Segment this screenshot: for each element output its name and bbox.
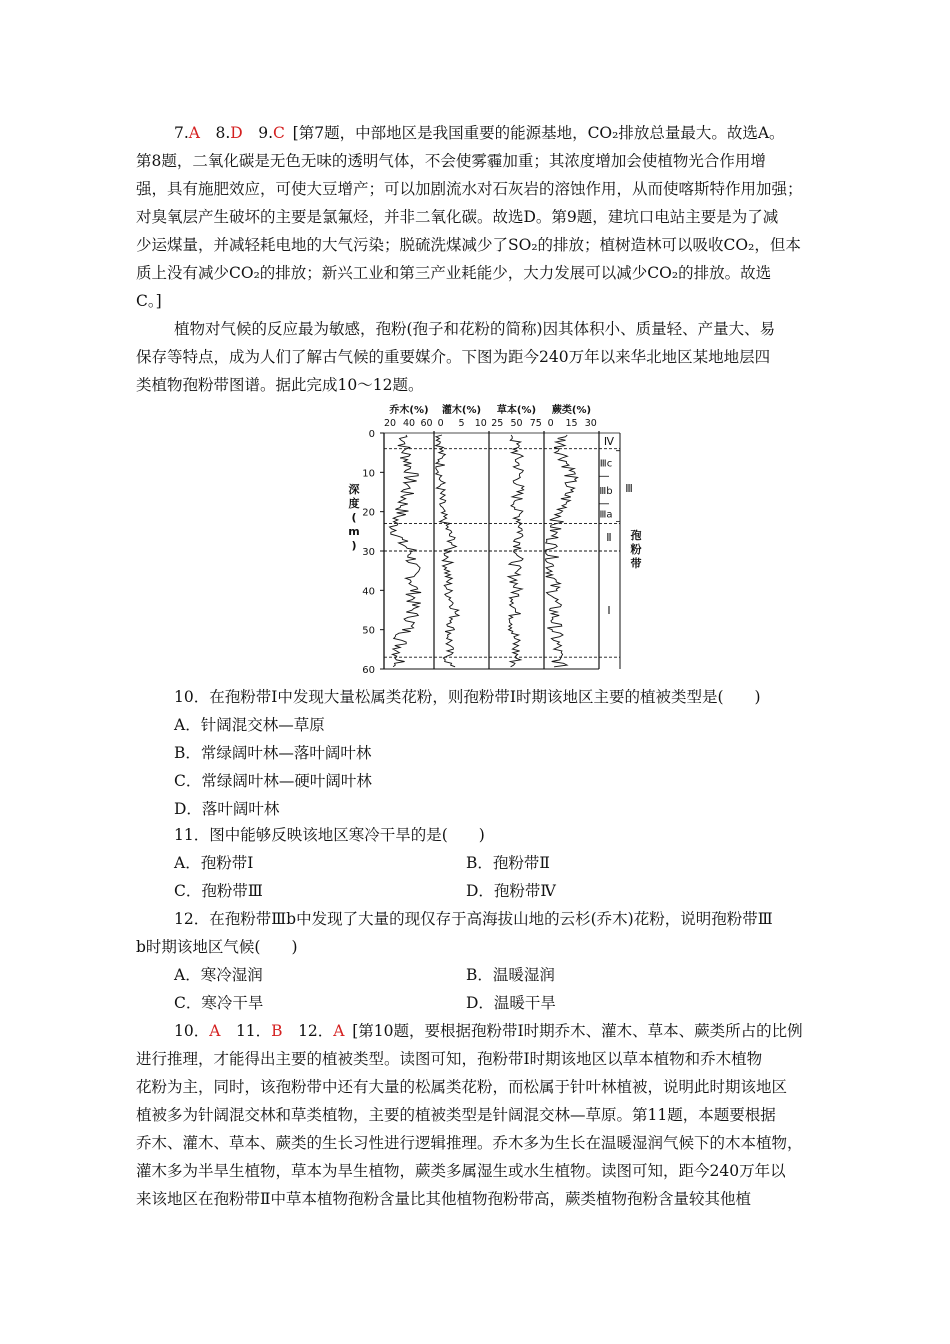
y-tick-label: 50 <box>362 625 375 637</box>
explanation-line: 第8题，二氧化碳是无色无味的透明气体，不会使雾霾加重；其浓度增加会使植物光合作用增 <box>136 152 766 170</box>
intro-line: 保存等特点，成为人们了解古气候的重要媒介。下图为距今240万年以来华北地区某地地层四 <box>136 348 771 366</box>
zone-label: Ⅲb <box>599 486 613 498</box>
panel-tick-label: 10 <box>474 418 487 429</box>
panel-tick-label: 0 <box>547 418 554 429</box>
zone-label: Ⅰ <box>607 604 611 617</box>
explanation-text: [第7题，中部地区是我国重要的能源基地，CO₂排放总量最大。故选A。 <box>292 124 785 142</box>
panel-tick-label: 30 <box>584 418 597 429</box>
q12-stem-cont: b时期该地区气候( ) <box>136 938 298 956</box>
q12-stem: 12．在孢粉带Ⅲb中发现了大量的现仅存于高海拔山地的云杉(乔木)花粉，说明孢粉带Ⅲ <box>174 910 773 928</box>
q10-option-b: B．常绿阔叶林—落叶阔叶林 <box>174 744 372 762</box>
zone-label: Ⅲ <box>625 482 633 496</box>
q7-number: 7. <box>174 124 189 142</box>
explanation-line: 质上没有减少CO₂的排放；新兴工业和第三产业耗能少，大力发展可以减少CO₂的排放。故选 <box>136 264 772 282</box>
q11-option-c: C．孢粉带Ⅲ <box>174 882 263 900</box>
zone-label: Ⅳ <box>603 434 615 448</box>
panel-tick-label: 0 <box>437 418 444 429</box>
intro-line: 植物对气候的反应最为敏感，孢粉(孢子和花粉的简称)因其体积小、质量轻、产量大、易 <box>174 320 776 338</box>
q12-option-d: D．温暖干旱 <box>466 994 556 1012</box>
intro-line: 类植物孢粉带图谱。据此完成10～12题。 <box>136 376 424 394</box>
q10-stem: 10．在孢粉带Ⅰ中发现大量松属类花粉，则孢粉带Ⅰ时期该地区主要的植被类型是( ) <box>174 688 761 706</box>
panel-tick-label: 20 <box>383 418 397 429</box>
zone-axis-label-char: 粉 <box>630 543 642 556</box>
explanation-line: 来该地区在孢粉带Ⅱ中草本植物孢粉含量比其他植物孢粉带高，蕨类植物孢粉含量较其他植 <box>136 1190 752 1208</box>
q8-answer: D <box>230 124 243 142</box>
explanation-text: [第10题，要根据孢粉带Ⅰ时期乔木、灌木、草本、蕨类所占的比例 <box>352 1022 803 1040</box>
spore-pollen-chart <box>344 401 644 676</box>
q11-option-a: A．孢粉带Ⅰ <box>174 854 254 872</box>
panel-title: 乔木(%) <box>389 405 429 416</box>
explanation-line: 少运煤量，并减轻耗电地的大气污染；脱硫洗煤减少了SO₂的排放；植树造林可以吸收CO₂，但本 <box>136 236 801 254</box>
zone-axis-label-char: 带 <box>630 557 642 570</box>
q9-answer: C <box>273 124 285 142</box>
q10-number: 10． <box>174 1022 210 1040</box>
y-tick-label: 60 <box>362 665 375 676</box>
y-axis-label-char: ( <box>351 511 357 524</box>
explanation-line: 进行推理，才能得出主要的植被类型。读图可知，孢粉带Ⅰ时期该地区以草本植物和乔木植物 <box>136 1050 763 1068</box>
panel-tick-label: 40 <box>402 418 416 429</box>
q10-answer: A <box>209 1022 221 1040</box>
q10-option-c: C．常绿阔叶林—硬叶阔叶林 <box>174 772 372 790</box>
panel-title: 蕨类(%) <box>551 405 592 416</box>
q10-option-a: A．针阔混交林—草原 <box>174 716 325 734</box>
explanation-line: 灌木多为半旱生植物，草本为旱生植物，蕨类多属湿生或水生植物。读图可知，距今240万年以 <box>136 1162 786 1180</box>
answer-line-2 <box>174 1020 803 1042</box>
y-tick-label: 10 <box>362 468 375 480</box>
q12-option-c: C．寒冷干旱 <box>174 994 264 1012</box>
y-axis-label-char: ) <box>351 539 357 552</box>
explanation-line: 对臭氧层产生破坏的主要是氯氟烃，并非二氧化碳。故选D。第9题，建坑口电站主要是为了减 <box>136 208 779 226</box>
zone-label: Ⅲa <box>599 509 613 521</box>
panel-tick-label: 15 <box>565 418 578 429</box>
q12-option-a: A．寒冷湿润 <box>174 966 263 984</box>
panel-tick-label: 25 <box>491 418 504 429</box>
panel-tick-label: 75 <box>529 418 542 429</box>
explanation-line: 植被多为针阔混交林和草类植物，主要的植被类型是针阔混交林—草原。第11题，本题要根据 <box>136 1106 776 1124</box>
panel-title: 草本(%) <box>496 405 537 416</box>
zone-label: Ⅲc <box>599 458 613 470</box>
q9-number: 9. <box>258 124 274 142</box>
y-axis-label-char: 度 <box>348 497 360 510</box>
y-tick-label: 40 <box>362 586 375 598</box>
q7-answer: A <box>188 124 200 142</box>
explanation-line: 花粉为主，同时，该孢粉带中还有大量的松属类花粉，而松属于针叶林植被，说明此时期该地区 <box>136 1078 788 1096</box>
q12-answer: A <box>333 1022 345 1040</box>
explanation-line: C。] <box>136 292 162 310</box>
zone-axis-label-char: 孢 <box>630 529 642 542</box>
q11-option-d: D．孢粉带Ⅳ <box>466 882 556 900</box>
q11-stem: 11．图中能够反映该地区寒冷干旱的是( ) <box>174 826 485 844</box>
panel-tick-label: 60 <box>420 418 433 429</box>
q8-number: 8. <box>215 124 231 142</box>
y-axis-label-char: m <box>348 525 360 538</box>
q11-number: 11． <box>235 1022 272 1040</box>
panel-tick-label: 5 <box>458 418 465 429</box>
q12-number: 12． <box>298 1022 334 1040</box>
q12-option-b: B．温暖湿润 <box>466 966 555 984</box>
q10-option-d: D．落叶阔叶林 <box>174 800 280 818</box>
y-tick-label: 30 <box>362 547 375 558</box>
y-axis-label-char: 深 <box>348 483 360 496</box>
explanation-line: 乔木、灌木、草本、蕨类的生长习性进行逻辑推理。乔木多为生长在温暖湿润气候下的木本植物， <box>136 1134 803 1152</box>
q11-option-b: B．孢粉带Ⅱ <box>466 854 550 872</box>
y-tick-label: 0 <box>368 429 375 440</box>
panel-title: 灌木(%) <box>441 405 482 416</box>
answer-line-1 <box>174 122 785 144</box>
y-tick-label: 20 <box>362 507 375 519</box>
panel-tick-label: 50 <box>510 418 523 429</box>
explanation-line: 强，具有施肥效应，可使大豆增产；可以加剧流水对石灰岩的溶蚀作用，从而使喀斯特作用加强； <box>136 180 803 198</box>
zone-iii-bracket <box>616 451 620 522</box>
zone-label: Ⅱ <box>606 531 612 545</box>
q11-answer: B <box>271 1022 283 1040</box>
